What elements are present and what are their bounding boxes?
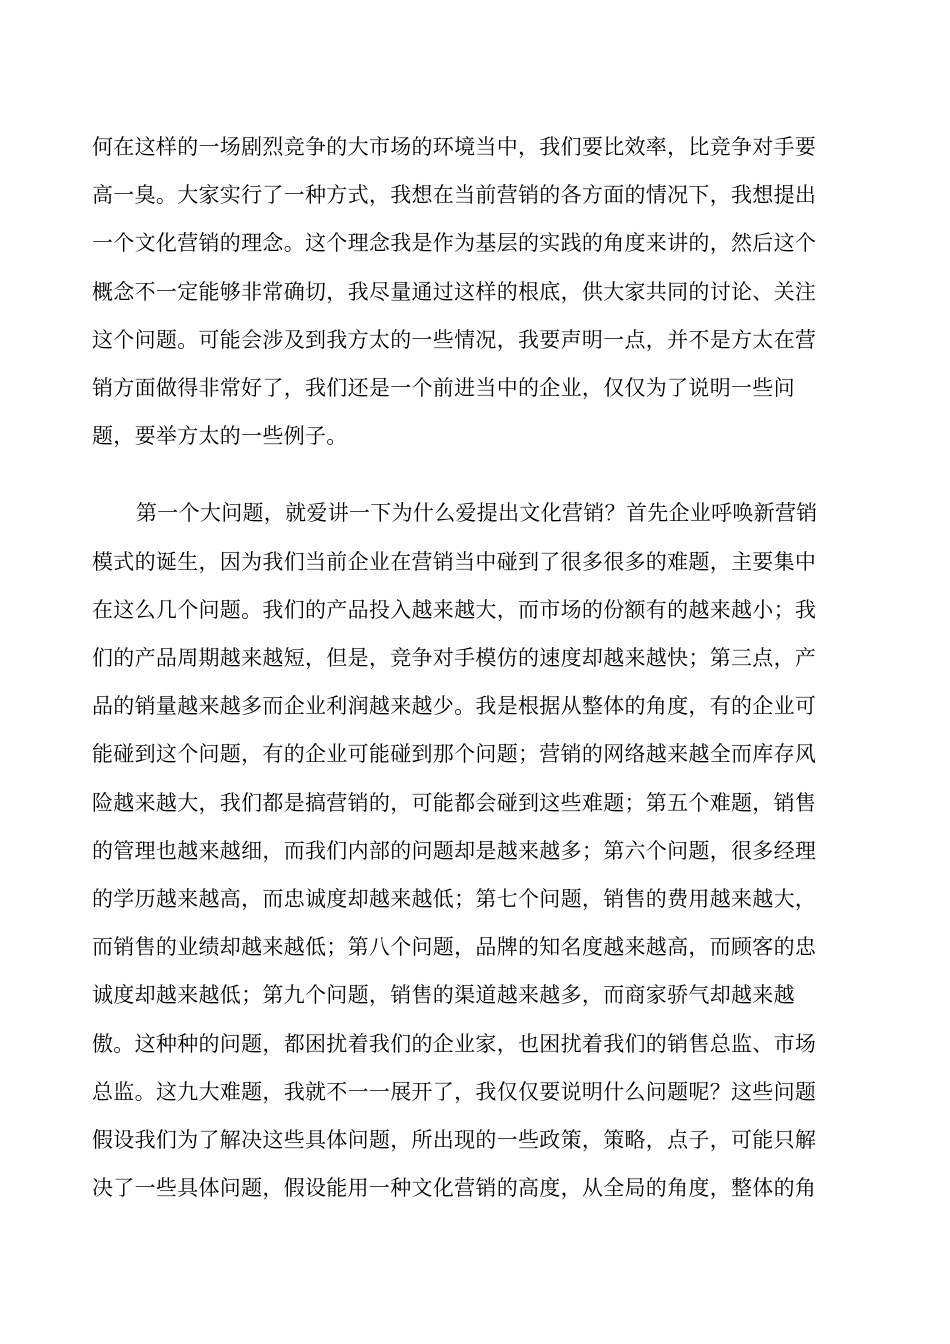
text-line: 险越来越大，我们都是搞营销的，可能都会碰到这些难题；第五个难题，销售: [92, 790, 817, 815]
text-line: 概念不一定能够非常确切，我尽量通过这样的根底，供大家共同的讨论、关注: [92, 279, 817, 304]
text-line: 品的销量越来越多而企业利润越来越少。我是根据从整体的角度，有的企业可: [92, 694, 817, 719]
text-line: 诚度却越来越低；第九个问题，销售的渠道越来越多，而商家骄气却越来越: [92, 983, 795, 1008]
text-line-indented: 第一个大问题，就爱讲一下为什么爱提出文化营销？首先企业呼唤新营销: [136, 501, 818, 526]
text-line: 模式的诞生，因为我们当前企业在营销当中碰到了很多很多的难题，主要集中: [92, 549, 817, 574]
text-line: 而销售的业绩却越来越低；第八个问题，品牌的知名度越来越高，而顾客的忠: [92, 935, 817, 960]
text-line: 销方面做得非常好了，我们还是一个前进当中的企业，仅仅为了说明一些问: [92, 376, 795, 401]
text-line: 决了一些具体问题，假设能用一种文化营销的高度，从全局的角度，整体的角: [92, 1176, 817, 1201]
text-line: 能碰到这个问题，有的企业可能碰到那个问题；营销的网络越来越全而库存风: [92, 742, 817, 767]
text-line: 的学历越来越高，而忠诚度却越来越低；第七个问题，销售的费用越来越大，: [92, 887, 817, 912]
text-line: 总监。这九大难题，我就不一一展开了，我仅仅要说明什么问题呢？这些问题: [92, 1079, 817, 1104]
paragraph-1: [92, 123, 862, 460]
text-line: 们的产品周期越来越短，但是，竞争对手模仿的速度却越来越快；第三点，产: [92, 646, 817, 671]
text-line: 题，要举方太的一些例子。: [92, 424, 348, 449]
text-line: 的管理也越来越细，而我们内部的问题却是越来越多；第六个问题，很多经理: [92, 838, 817, 863]
text-line: 假设我们为了解决这些具体问题，所出现的一些政策，策略，点子，可能只解: [92, 1128, 817, 1153]
text-line: 傲。这种种的问题，都困扰着我们的企业家，也困扰着我们的销售总监、市场: [92, 1031, 817, 1056]
text-line: 一个文化营销的理念。这个理念我是作为基层的实践的角度来讲的，然后这个: [92, 231, 817, 256]
paragraph-2: [92, 489, 862, 1212]
text-line: 这个问题。可能会涉及到我方太的一些情况，我要声明一点，并不是方太在营: [92, 327, 817, 352]
text-line: 高一臭。大家实行了一种方式，我想在当前营销的各方面的情况下，我想提出: [92, 183, 817, 208]
text-line: 在这么几个问题。我们的产品投入越来越大，而市场的份额有的越来越小；我: [92, 597, 817, 622]
body-text: [92, 123, 862, 1212]
text-line: 何在这样的一场剧烈竞争的大市场的环境当中，我们要比效率，比竞争对手要: [92, 135, 817, 159]
